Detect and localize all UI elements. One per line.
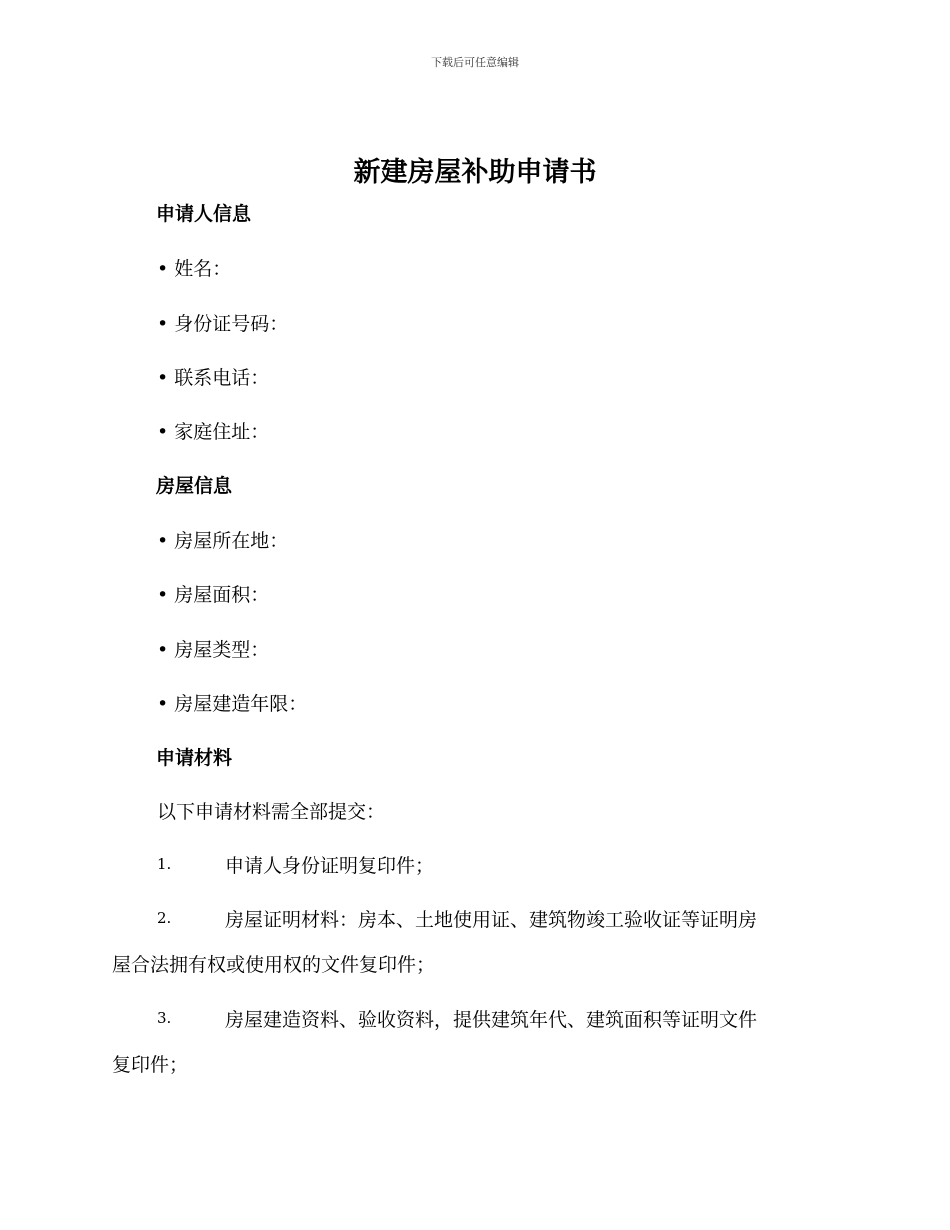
- page-header-note: 下载后可任意编辑: [431, 56, 519, 69]
- list-item-continuation: 屋合法拥有权或使用权的文件复印件；: [112, 954, 436, 976]
- list-item-number: 1.: [157, 855, 172, 873]
- field-house-type: • 房屋类型：: [157, 639, 270, 661]
- section-heading-house: 房屋信息: [156, 475, 233, 497]
- list-item-text: 房屋证明材料：房本、土地使用证、建筑物竣工验收证等证明房: [225, 909, 758, 931]
- list-item-continuation: 复印件；: [112, 1054, 189, 1076]
- list-item-number: 3.: [157, 1009, 172, 1027]
- field-house-area: • 房屋面积：: [157, 584, 270, 606]
- field-phone: • 联系电话：: [157, 367, 270, 389]
- field-name: • 姓名：: [157, 258, 232, 280]
- section-heading-applicant: 申请人信息: [156, 203, 252, 225]
- list-item-number: 2.: [157, 909, 172, 927]
- field-id-number: • 身份证号码：: [157, 313, 289, 335]
- field-address: • 家庭住址：: [157, 421, 270, 443]
- section-heading-materials: 申请材料: [156, 747, 233, 769]
- list-item-text: 房屋建造资料、验收资料，提供建筑年代、建筑面积等证明文件: [225, 1009, 758, 1031]
- field-house-location: • 房屋所在地：: [157, 530, 289, 552]
- materials-intro: 以下申请材料需全部提交：: [157, 801, 386, 823]
- field-house-build-years: • 房屋建造年限：: [157, 693, 308, 715]
- list-item-text: 申请人身份证明复印件；: [225, 855, 435, 877]
- document-title: 新建房屋补助申请书: [353, 157, 597, 188]
